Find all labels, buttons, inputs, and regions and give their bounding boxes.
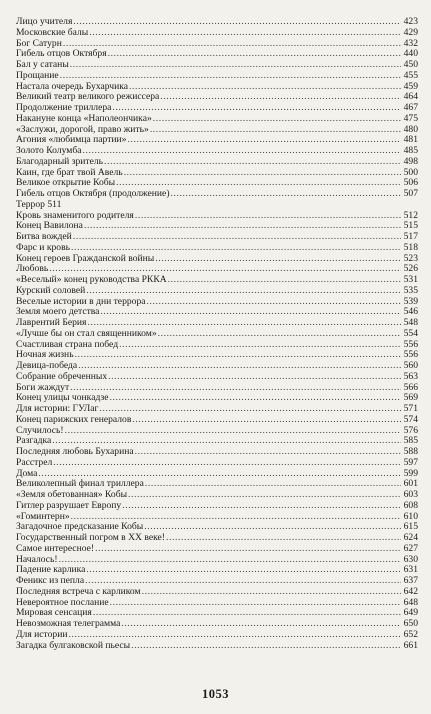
dot-leader	[86, 565, 401, 576]
toc-entry-page: 440	[403, 48, 418, 60]
toc-entry-page: 569	[403, 392, 418, 404]
dot-leader	[110, 598, 401, 609]
toc-entry	[16, 254, 418, 265]
dot-leader	[129, 82, 401, 93]
toc-entry-title: Боги жаждут	[16, 381, 70, 393]
toc-entry-page: 535	[403, 284, 418, 296]
toc-entry-title: Гибель отцов Октября (продолжение)	[16, 188, 170, 199]
toc-entry-page: 517	[403, 231, 418, 242]
toc-entry-page: 531	[403, 274, 418, 285]
dot-leader	[155, 254, 401, 265]
dot-leader	[82, 146, 401, 157]
toc-entry	[16, 114, 418, 125]
toc-entry-page: 603	[403, 489, 418, 500]
dot-leader	[144, 522, 401, 533]
toc-entry-page: 599	[403, 467, 418, 479]
toc-entry-title: Любовь	[16, 263, 49, 275]
toc-entry-title: Битва вождей	[16, 231, 72, 242]
toc-entry-page: 498	[403, 155, 418, 167]
dot-leader	[153, 114, 401, 125]
toc-entry-title: «Заслужи, дорогой, право жить»	[16, 123, 149, 135]
toc-entry-title: «Гоминтерн»	[16, 510, 70, 522]
toc-entry-page: 480	[403, 123, 418, 135]
toc-entry-title: Накануне конца «Наполеончика»	[16, 112, 152, 124]
toc-entry	[16, 71, 418, 82]
toc-entry-page: 554	[403, 327, 418, 339]
toc-entry-page: 588	[403, 446, 418, 457]
toc-entry-title: Ночная жизнь	[16, 349, 74, 361]
toc-entry-title: Невероятное послание	[16, 596, 109, 608]
dot-leader	[89, 28, 401, 39]
toc-entry-title: Началось!	[16, 553, 58, 565]
toc-entry-page: 548	[403, 317, 418, 328]
toc-entry	[16, 157, 418, 168]
toc-entry-page: 574	[403, 413, 418, 425]
dot-leader	[135, 211, 401, 222]
toc-entry	[16, 544, 418, 555]
dot-leader	[100, 307, 401, 318]
toc-entry-title: Конец парижских генералов	[16, 413, 132, 425]
toc-entry-page: 467	[403, 102, 418, 113]
toc-entry-title: Великолепный финал триллера	[16, 478, 144, 490]
toc-entry-page: 506	[403, 177, 418, 189]
dot-leader	[168, 275, 401, 286]
dot-leader	[78, 361, 401, 372]
toc-entry	[16, 221, 418, 232]
dot-leader	[73, 17, 401, 28]
toc-entry-page: 475	[403, 112, 418, 124]
toc-entry-page: 637	[403, 575, 418, 586]
toc-entry-title: Каин, где брат твой Авель	[16, 166, 123, 178]
toc-entry-page: 630	[403, 553, 418, 565]
dot-leader	[59, 555, 401, 566]
toc-entry-title: Государственный погром в XX веке!	[16, 532, 165, 543]
dot-leader	[60, 71, 401, 82]
dot-leader	[131, 641, 401, 652]
toc-entry	[16, 28, 418, 39]
dot-leader	[63, 39, 401, 50]
toc-entry-page: 429	[403, 26, 418, 38]
toc-entry-page: 523	[403, 252, 418, 264]
toc-entry-title: Случилось!	[16, 424, 64, 436]
toc-entry-title: Продолжение триллера	[16, 102, 112, 113]
dot-leader	[112, 103, 401, 114]
toc-entry-page: 650	[403, 618, 418, 629]
dot-leader	[124, 168, 401, 179]
toc-entry-page: 601	[403, 478, 418, 490]
toc-entry	[16, 340, 418, 351]
dot-leader	[119, 340, 401, 351]
toc-entry-page: 481	[403, 134, 418, 146]
dot-leader	[132, 415, 401, 426]
toc-entry-title: Дома	[16, 467, 38, 479]
page-number: 1053	[202, 687, 229, 701]
dot-leader	[73, 232, 401, 243]
toc-entry-title: Разгадка	[16, 435, 52, 447]
toc-entry-page: 624	[403, 532, 418, 543]
toc-entry-title: Веселые истории в дни террора	[16, 295, 146, 307]
toc-entry-title: Собрание обреченных	[16, 370, 108, 382]
toc-entry-title: Лицо учителя	[16, 16, 73, 27]
toc-entry-title: Последняя встреча с карликом	[16, 585, 141, 597]
toc-entry-page: 566	[403, 381, 418, 393]
toc-entry	[16, 501, 418, 512]
toc-entry-title: Московские балы	[16, 26, 89, 38]
toc-entry-title: Девица-победа	[16, 360, 78, 371]
toc-entry-title: Кровь знаменитого родителя	[16, 209, 134, 221]
toc-entry-page: 642	[403, 585, 418, 597]
toc-entry-page: 571	[403, 403, 418, 414]
toc-entry-page: 563	[403, 370, 418, 382]
toc-entry-page: 652	[403, 628, 418, 640]
toc-entry-page: 608	[403, 499, 418, 511]
dot-leader	[65, 426, 401, 437]
toc-entry-page: 423	[403, 16, 418, 27]
toc-entry-page: 485	[403, 145, 418, 156]
toc-entry-page: 615	[403, 521, 418, 533]
toc-entry	[16, 200, 418, 211]
toc-entry	[16, 243, 418, 254]
toc-entry-title: «Лучше бы он стал священником»	[16, 327, 157, 339]
toc-entry	[16, 372, 418, 383]
toc-entry	[16, 630, 418, 641]
toc-entry-title: Благодарный зритель	[16, 155, 104, 167]
toc-entry-title: «Веселый» конец руководства РККА	[16, 274, 167, 285]
toc-entry	[16, 286, 418, 297]
toc-entry	[16, 329, 418, 340]
dot-leader	[128, 490, 401, 501]
toc-entry-page: 556	[403, 349, 418, 361]
toc-entry-title: «Земля обетованная» Кобы	[16, 489, 128, 500]
toc-entry-page: 576	[403, 424, 418, 436]
toc-entry	[16, 458, 418, 469]
toc-entry-title: Для истории	[16, 628, 68, 640]
dot-leader	[171, 189, 401, 200]
toc-entry-page: 464	[403, 91, 418, 103]
toc-entry-title: Конец героев Гражданской войны	[16, 252, 155, 264]
dot-leader	[70, 383, 401, 394]
toc-entry-page: 556	[403, 338, 418, 350]
dot-leader	[160, 92, 401, 103]
toc-entry	[16, 49, 418, 60]
toc-entry	[16, 60, 418, 71]
dot-leader	[71, 243, 401, 254]
dot-leader	[142, 587, 401, 598]
toc-entry-page: 455	[403, 69, 418, 81]
toc-entry-page: 585	[403, 435, 418, 447]
toc-entry-title: Гитлер разрушает Европу	[16, 499, 122, 511]
toc-entry-title: Агония «любимца партии»	[16, 134, 127, 146]
toc-entry-page: 560	[403, 360, 418, 371]
dot-leader	[145, 479, 401, 490]
toc-entry	[16, 619, 418, 630]
toc-entry-page: 526	[403, 263, 418, 275]
toc-entry-title: Мировая сенсация	[16, 607, 92, 619]
dot-leader	[86, 286, 401, 297]
toc-entry-title: Земля моего детства	[16, 306, 100, 318]
toc-entry-title: Расстрел	[16, 456, 53, 468]
dot-leader	[108, 372, 401, 383]
dot-leader	[147, 297, 401, 308]
toc-entry-title: Конец Вавилона	[16, 220, 83, 232]
dot-leader	[121, 619, 401, 630]
toc-entry-page: 546	[403, 306, 418, 318]
toc-entry-page: 450	[403, 59, 418, 70]
toc-entry-title: Загадочное предсказание Кобы	[16, 521, 144, 533]
toc-entry-title: Золото Колумба	[16, 145, 82, 156]
toc-entry	[16, 426, 418, 437]
toc-entry-title: Настала очередь Бухарчика	[16, 80, 129, 92]
dot-leader	[95, 544, 401, 555]
toc-entry-page: 648	[403, 596, 418, 608]
dot-leader	[104, 157, 401, 168]
toc-entry-title: Конец улицы чонкадзе	[16, 392, 109, 404]
dot-leader	[110, 393, 402, 404]
toc-entry-page: 631	[403, 564, 418, 576]
toc-entry-title: Последняя любовь Бухарина	[16, 446, 134, 457]
dot-leader	[135, 447, 401, 458]
toc-entry-title: Невозможная телеграмма	[16, 618, 121, 629]
dot-leader	[70, 60, 401, 71]
toc-entry-title: Феникс из пепла	[16, 575, 85, 586]
toc-entry-page: 507	[403, 188, 418, 199]
dot-leader	[84, 221, 401, 232]
dot-leader	[127, 135, 401, 146]
toc-entry-title: Загадка булгаковской пьесы	[16, 639, 131, 651]
toc-entry-title: Террор 511	[16, 198, 62, 210]
toc-entry-page: 610	[403, 510, 418, 522]
toc-entry-page: 432	[403, 37, 418, 49]
toc-entry-title: Самое интересное!	[16, 542, 95, 554]
toc-entry	[16, 587, 418, 598]
toc-entry	[16, 232, 418, 243]
toc-entry-title: Великое открытие Кобы	[16, 177, 116, 189]
toc-entry-page: 597	[403, 456, 418, 468]
toc-entry-page: 518	[403, 241, 418, 253]
toc-entry	[16, 415, 418, 426]
dot-leader	[53, 458, 401, 469]
dot-leader	[93, 608, 401, 619]
toc-entry-page: 500	[403, 166, 418, 178]
dot-leader	[75, 350, 401, 361]
toc-entry-page: 512	[403, 209, 418, 221]
toc-entry-title: Фарс и кровь	[16, 241, 70, 253]
toc-entry-title: Бал у сатаны	[16, 59, 69, 70]
table-of-contents	[16, 17, 418, 651]
toc-entry	[16, 189, 418, 200]
dot-leader	[166, 533, 401, 544]
toc-entry	[16, 641, 418, 652]
toc-entry-title: Бог Сатурн	[16, 37, 62, 49]
toc-entry-page: 649	[403, 607, 418, 619]
dot-leader	[158, 329, 401, 340]
toc-entry-title: Для истории: ГУЛаг	[16, 403, 99, 414]
toc-entry-title: Великий театр великого режиссера	[16, 91, 160, 103]
dot-leader	[122, 501, 401, 512]
toc-entry-page: 661	[403, 639, 418, 651]
toc-entry-title: Падение карлика	[16, 564, 86, 576]
toc-entry-page: 539	[403, 295, 418, 307]
toc-entry-title: Прощание	[16, 69, 59, 81]
toc-entry-page: 459	[403, 80, 418, 92]
dot-leader	[108, 49, 401, 60]
toc-entry-page: 515	[403, 220, 418, 232]
toc-entry	[16, 447, 418, 458]
toc-entry-title: Счастливая страна побед	[16, 338, 119, 350]
dot-leader	[150, 125, 401, 136]
dot-leader	[99, 404, 401, 415]
toc-entry-page: 627	[403, 542, 418, 554]
dot-leader	[68, 630, 401, 641]
toc-entry-title: Лаврентий Берия	[16, 317, 87, 328]
toc-entry-title: Курский соловей	[16, 284, 86, 296]
toc-entry-title: Гибель отцов Октября	[16, 48, 107, 60]
